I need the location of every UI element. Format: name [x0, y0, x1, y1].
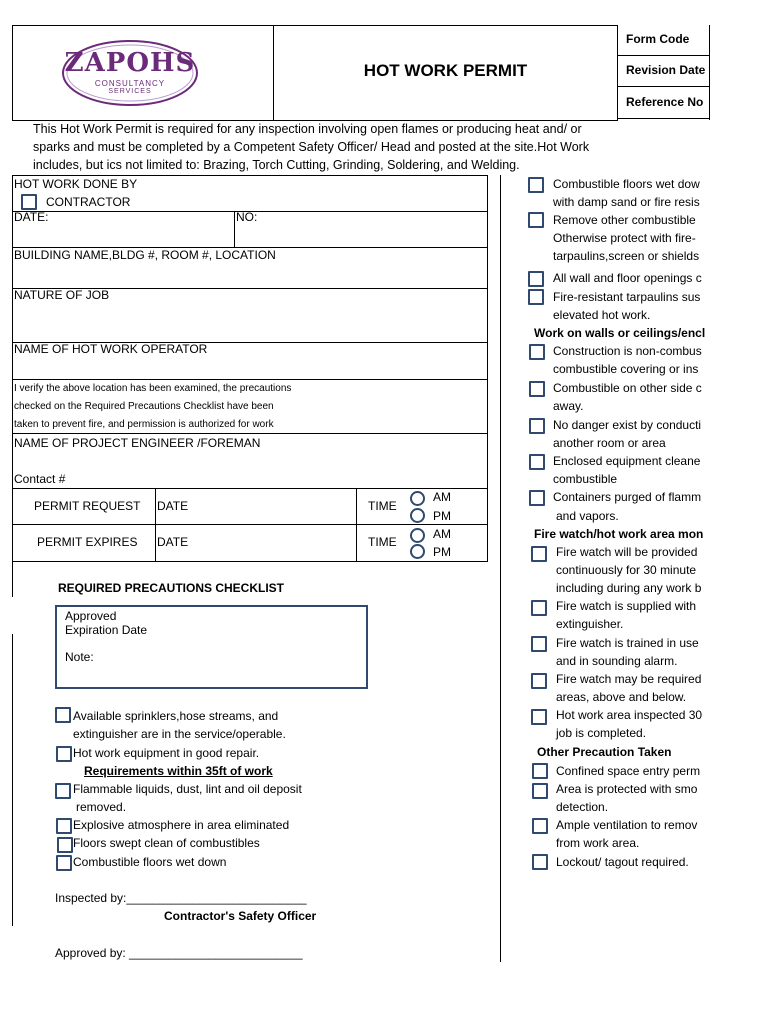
right-fire-watch-supplied-line1: Fire watch is supplied with: [556, 599, 697, 613]
walls-ceilings-heading: Work on walls or ceilings/encl: [534, 326, 706, 340]
logo-sub1: CONSULTANCY: [94, 79, 166, 88]
requirements-35ft-heading: Requirements within 35ft of work: [84, 764, 273, 778]
nature-of-job-label: NATURE OF JOB: [14, 288, 110, 302]
right-ventilation-line1: Ample ventilation to remov: [556, 818, 698, 832]
contact-label: Contact #: [14, 472, 66, 486]
permit-expires-date-label: DATE: [157, 535, 189, 549]
right-construction-checkbox[interactable]: [529, 344, 545, 360]
checklist-equipment-label: Hot work equipment in good repair.: [73, 746, 260, 760]
right-fire-watch-provided-line2: continuously for 30 minute: [556, 563, 697, 577]
right-fire-watch-supplied-checkbox[interactable]: [531, 600, 547, 616]
checklist-title: REQUIRED PRECAUTIONS CHECKLIST: [58, 581, 285, 595]
checklist-flammable-line2: removed.: [76, 800, 127, 814]
permit-request-date-label: DATE: [157, 499, 189, 513]
right-combustible-floors-line2: with damp sand or fire resis: [553, 195, 700, 209]
right-containers-checkbox[interactable]: [529, 490, 545, 506]
form-code-label: Form Code: [626, 32, 690, 46]
checklist-floors-swept-label: Floors swept clean of combustibles: [73, 836, 260, 850]
contractor-label: CONTRACTOR: [46, 195, 131, 209]
right-tarpaulins-checkbox[interactable]: [528, 289, 544, 305]
right-confined-space-checkbox[interactable]: [532, 763, 548, 779]
right-containers-line2: and vapors.: [556, 509, 619, 523]
company-logo: [60, 38, 200, 108]
contractor-safety-officer-label: Contractor's Safety Officer: [164, 909, 317, 923]
right-remove-combustible-line3: tarpaulins,screen or shields: [553, 249, 700, 263]
right-fire-watch-trained-line1: Fire watch is trained in use: [556, 636, 699, 650]
right-enclosed-equipment-checkbox[interactable]: [529, 454, 545, 470]
right-enclosed-equipment-line1: Enclosed equipment cleane: [553, 454, 701, 468]
engineer-label: NAME OF PROJECT ENGINEER /FOREMAN: [14, 436, 261, 450]
verify-line-3: taken to prevent fire, and permission is authorized for work: [14, 419, 274, 430]
right-fire-watch-required-line2: areas, above and below.: [556, 690, 687, 704]
right-containers-line1: Containers purged of flamm: [553, 490, 702, 504]
right-construction-line2: combustible covering or ins: [553, 362, 699, 376]
intro-line-2: sparks and must be completed by a Competent Safety Officer/ Head and posted at the site.Hot Work: [33, 140, 590, 154]
revision-date-label: Revision Date: [626, 63, 706, 77]
right-conduction-line2: another room or area: [553, 436, 666, 450]
building-label: BUILDING NAME,BLDG #, ROOM #, LOCATION: [14, 248, 276, 262]
intro-line-3: includes, but ics not limited to: Brazing, Torch Cutting, Grinding, Soldering, and Welding.: [33, 158, 520, 172]
right-construction-line1: Construction is non-combus: [553, 344, 702, 358]
right-fire-watch-required-checkbox[interactable]: [531, 673, 547, 689]
checklist-explosive-checkbox[interactable]: [56, 818, 72, 834]
right-fire-watch-trained-checkbox[interactable]: [531, 636, 547, 652]
checklist-explosive-label: Explosive atmosphere in area eliminated: [73, 818, 290, 832]
permit-expires-time-label: TIME: [368, 535, 397, 549]
expires-pm-radio[interactable]: [410, 544, 425, 559]
verify-line-2: checked on the Required Precautions Checklist have been: [14, 401, 274, 412]
checklist-flammable-checkbox[interactable]: [55, 783, 71, 799]
expires-am-radio[interactable]: [410, 528, 425, 543]
expires-pm-label: PM: [433, 545, 451, 559]
right-fire-watch-provided-line1: Fire watch will be provided: [556, 545, 698, 559]
expires-am-label: AM: [433, 527, 451, 541]
contractor-checkbox[interactable]: [21, 194, 37, 210]
right-area-inspected-line2: job is completed.: [556, 726, 647, 740]
right-combustible-floors-checkbox[interactable]: [528, 177, 544, 193]
approved-by-line: Approved by: __________________________: [55, 946, 303, 960]
right-enclosed-equipment-line2: combustible: [553, 472, 618, 486]
date-label: DATE:: [14, 210, 49, 224]
right-other-side-checkbox[interactable]: [529, 381, 545, 397]
fire-watch-heading: Fire watch/hot work area mon: [534, 527, 704, 541]
permit-expires-label: PERMIT EXPIRES: [37, 535, 138, 549]
right-confined-space-label: Confined space entry perm: [556, 764, 701, 778]
right-fire-watch-provided-checkbox[interactable]: [531, 546, 547, 562]
right-lockout-label: Lockout/ tagout required.: [556, 855, 689, 869]
right-other-side-line2: away.: [553, 399, 584, 413]
checklist-flammable-line1: Flammable liquids, dust, lint and oil deposit: [73, 782, 302, 796]
note-label: Note:: [65, 650, 94, 664]
right-openings-checkbox[interactable]: [528, 271, 544, 287]
right-fire-watch-required-line1: Fire watch may be required: [556, 672, 702, 686]
logo-name: ZAPOHS: [64, 48, 196, 78]
right-tarpaulins-line1: Fire-resistant tarpaulins sus: [553, 290, 701, 304]
right-openings-label: All wall and floor openings c: [553, 271, 702, 285]
right-remove-combustible-line1: Remove other combustible: [553, 213, 696, 227]
right-smoke-detection-checkbox[interactable]: [532, 783, 548, 799]
request-am-radio[interactable]: [410, 491, 425, 506]
right-fire-watch-supplied-line2: extinguisher.: [556, 617, 624, 631]
right-conduction-line1: No danger exist by conducti: [553, 418, 702, 432]
inspected-by-line: Inspected by:___________________________: [55, 891, 307, 905]
other-precaution-heading: Other Precaution Taken: [537, 745, 672, 759]
operator-label: NAME OF HOT WORK OPERATOR: [14, 342, 208, 356]
request-pm-label: PM: [433, 509, 451, 523]
right-area-inspected-line1: Hot work area inspected 30: [556, 708, 703, 722]
right-lockout-checkbox[interactable]: [532, 854, 548, 870]
checklist-sprinklers-line2: extinguisher are in the service/operable.: [73, 727, 286, 741]
right-ventilation-checkbox[interactable]: [532, 818, 548, 834]
logo-sub2: SERVICES: [108, 88, 152, 95]
checklist-floors-wet-label: Combustible floors wet down: [73, 855, 227, 869]
right-conduction-checkbox[interactable]: [529, 418, 545, 434]
right-area-inspected-checkbox[interactable]: [531, 709, 547, 725]
checklist-equipment-checkbox[interactable]: [56, 746, 72, 762]
right-fire-watch-trained-line2: and in sounding alarm.: [556, 654, 678, 668]
page-title: HOT WORK PERMIT: [363, 61, 528, 80]
checklist-floors-wet-checkbox[interactable]: [56, 855, 72, 871]
right-ventilation-line2: from work area.: [556, 836, 640, 850]
approved-label: Approved: [65, 609, 117, 623]
right-combustible-floors-line1: Combustible floors wet dow: [553, 177, 700, 191]
right-other-side-line1: Combustible on other side c: [553, 381, 702, 395]
right-remove-combustible-checkbox[interactable]: [528, 212, 544, 228]
right-tarpaulins-line2: elevated hot work.: [553, 308, 651, 322]
checklist-sprinklers-checkbox[interactable]: [55, 707, 71, 723]
checklist-floors-swept-checkbox[interactable]: [57, 837, 73, 853]
no-label: NO:: [236, 210, 258, 224]
permit-request-time-label: TIME: [368, 499, 397, 513]
intro-line-1: This Hot Work Permit is required for any inspection involving open flames or producing heat and/ or: [33, 122, 582, 136]
hot-work-done-by-label: HOT WORK DONE BY: [14, 177, 138, 191]
right-remove-combustible-line2: Otherwise protect with fire-: [553, 231, 696, 245]
expiration-date-label: Expiration Date: [65, 623, 148, 637]
request-pm-radio[interactable]: [410, 508, 425, 523]
verify-line-1: I verify the above location has been examined, the precautions: [14, 383, 292, 394]
checklist-sprinklers-line1: Available sprinklers,hose streams, and: [73, 709, 279, 723]
right-smoke-detection-line1: Area is protected with smo: [556, 782, 698, 796]
reference-no-label: Reference No: [626, 95, 704, 109]
permit-request-label: PERMIT REQUEST: [34, 499, 141, 513]
right-fire-watch-provided-line3: including during any work b: [556, 581, 702, 595]
right-smoke-detection-line2: detection.: [556, 800, 609, 814]
request-am-label: AM: [433, 490, 451, 504]
